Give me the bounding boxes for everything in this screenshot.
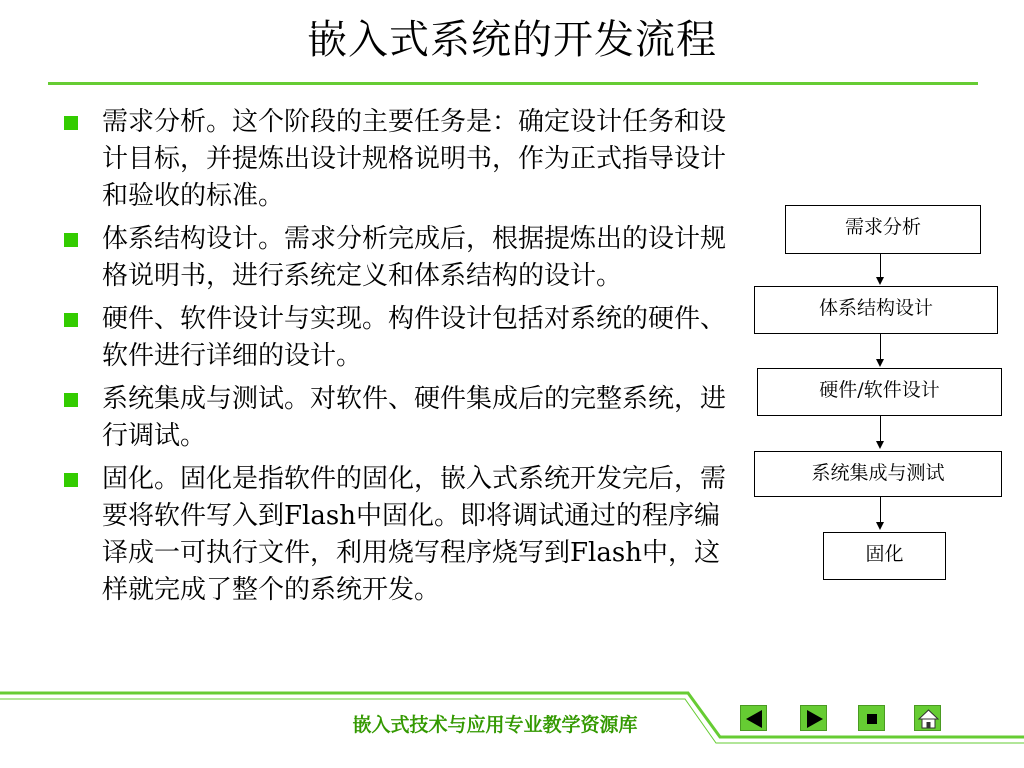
flow-arrow	[880, 334, 881, 360]
flow-step-firmware: 固化	[823, 532, 946, 580]
flow-arrow	[880, 497, 881, 523]
footer-text: 嵌入式技术与应用专业教学资源库	[352, 714, 638, 736]
square-stop-icon	[859, 706, 886, 732]
flow-step-architecture: 体系结构设计	[754, 286, 998, 334]
bullet-text: 系统集成与测试。对软件、硬件集成后的完整系统，进行调试。	[102, 384, 727, 451]
flow-step-requirements: 需求分析	[785, 205, 981, 254]
flow-arrow	[880, 254, 881, 278]
stop-button[interactable]	[858, 705, 885, 731]
flow-step-integration-test: 系统集成与测试	[754, 451, 1002, 497]
home-button[interactable]	[914, 705, 941, 731]
bullet-text: 需求分析。这个阶段的主要任务是：确定设计任务和设计目标，并提炼出设计规格说明书，作为正式指导设计和验收的标准。	[102, 107, 727, 211]
bullet-text: 体系结构设计。需求分析完成后，根据提炼出的设计规格说明书，进行系统定义和体系结构的设计。	[102, 224, 727, 291]
next-button[interactable]	[800, 705, 827, 731]
prev-button[interactable]	[740, 705, 767, 731]
flow-step-hw-sw-design: 硬件/软件设计	[757, 368, 1002, 416]
flow-arrow	[880, 416, 881, 442]
bullet-text: 固化。固化是指软件的固化，嵌入式系统开发完后，需要将软件写入到Flash中固化。即将调试通过的程序编译成一可执行文件，利用烧写程序烧写到Flash中，这样就完成了整个的系统开发。	[102, 464, 727, 605]
triangle-left-icon	[741, 706, 768, 732]
triangle-right-icon	[801, 706, 828, 732]
home-icon	[915, 706, 942, 732]
page-title: 嵌入式系统的开发流程	[307, 17, 717, 63]
bullet-text: 硬件、软件设计与实现。构件设计包括对系统的硬件、软件进行详细的设计。	[102, 304, 727, 371]
